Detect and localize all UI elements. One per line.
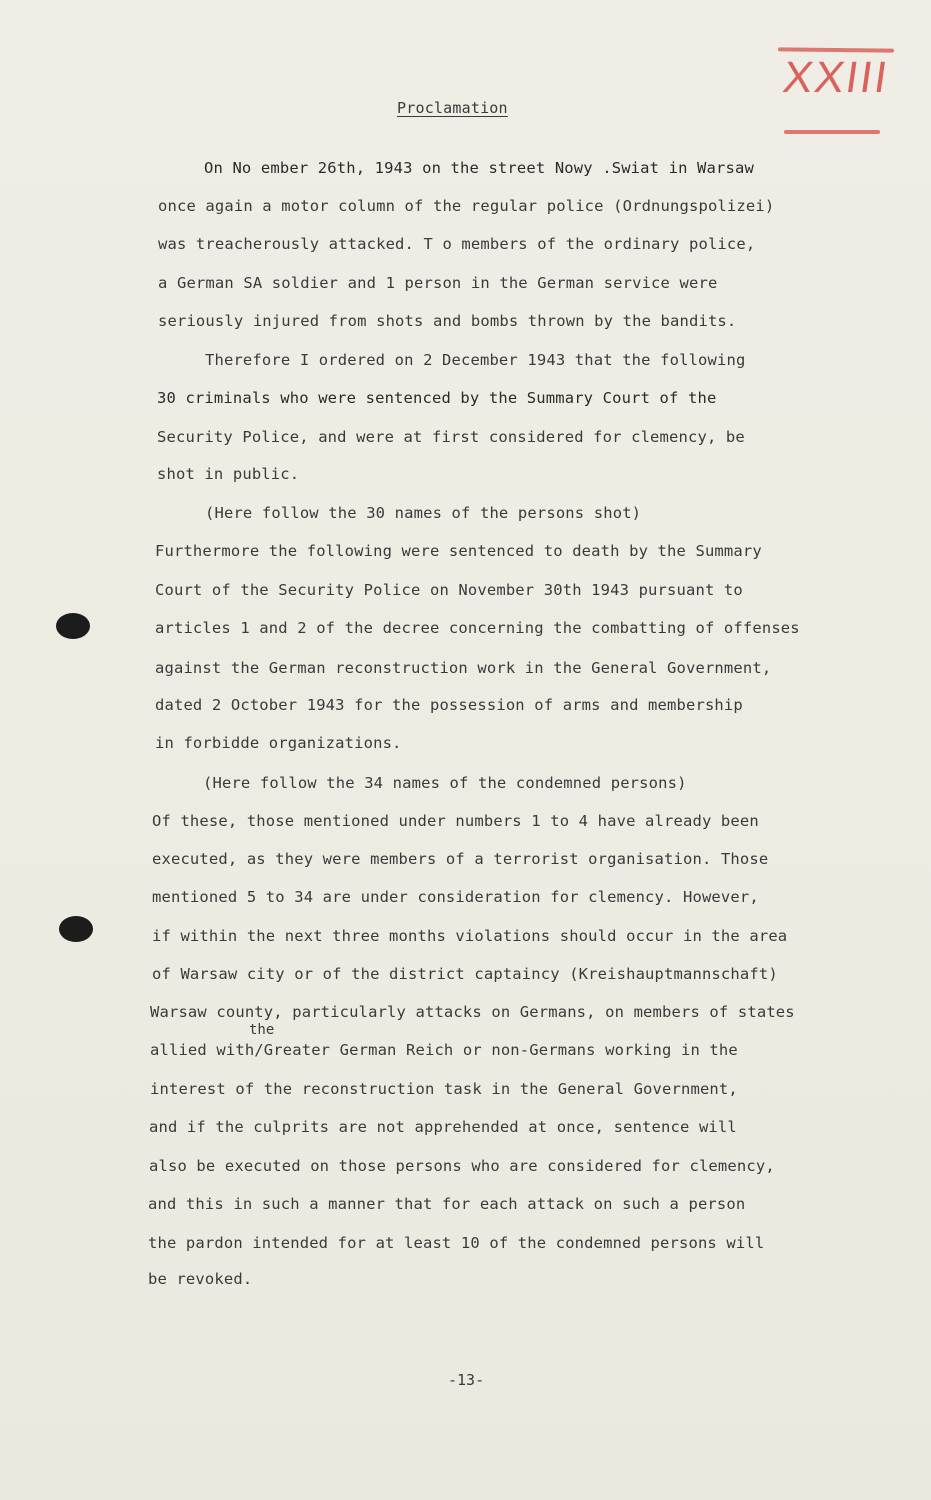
text-line: Furthermore the following were sentenced to death by the Summary bbox=[155, 542, 762, 560]
text-line: dated 2 October 1943 for the possession of arms and membership bbox=[155, 696, 743, 714]
text-line: 30 criminals who were sentenced by the Summary Court of the bbox=[157, 389, 717, 407]
text-line: (Here follow the 34 names of the condemned persons) bbox=[203, 774, 687, 792]
text-line: Of these, those mentioned under numbers 1 to 4 have already been bbox=[152, 812, 759, 830]
text-line: be revoked. bbox=[148, 1270, 253, 1288]
stamp-rule-top bbox=[778, 47, 894, 52]
page-number: -13- bbox=[448, 1371, 485, 1389]
text-line: allied with/Greater German Reich or non-Germans working in the bbox=[150, 1041, 738, 1059]
text-line: in forbidde organizations. bbox=[155, 734, 402, 752]
text-line: if within the next three months violations should occur in the area bbox=[152, 927, 788, 945]
text-line: mentioned 5 to 34 are under consideration for clemency. However, bbox=[152, 888, 759, 906]
text-line: (Here follow the 30 names of the persons shot) bbox=[205, 504, 642, 522]
text-line: interest of the reconstruction task in the General Government, bbox=[150, 1080, 738, 1098]
punch-hole-lower bbox=[59, 916, 93, 942]
document-title: Proclamation bbox=[397, 99, 508, 117]
text-line: the pardon intended for at least 10 of the condemned persons will bbox=[148, 1234, 765, 1252]
stamp-rule-bottom bbox=[784, 130, 880, 134]
text-line: Court of the Security Police on November 30th 1943 pursuant to bbox=[155, 581, 743, 599]
text-line: was treacherously attacked. T o members of the ordinary police, bbox=[158, 235, 756, 253]
text-line: Therefore I ordered on 2 December 1943 that the following bbox=[205, 351, 746, 369]
handwritten-insertion: the bbox=[249, 1022, 275, 1038]
text-line: shot in public. bbox=[157, 465, 300, 483]
text-line: a German SA soldier and 1 person in the German service were bbox=[158, 274, 718, 292]
punch-hole-upper bbox=[56, 613, 90, 639]
text-line: Security Police, and were at first considered for clemency, be bbox=[157, 428, 745, 446]
text-line: seriously injured from shots and bombs thrown by the bandits. bbox=[158, 312, 737, 330]
text-line: against the German reconstruction work in the General Government, bbox=[155, 659, 772, 677]
text-line: On No ember 26th, 1943 on the street Nowy .Swiat in Warsaw bbox=[204, 159, 754, 177]
text-line: once again a motor column of the regular police (Ordnungspolizei) bbox=[158, 197, 775, 215]
text-line: Warsaw county, particularly attacks on Germans, on members of states bbox=[150, 1003, 795, 1021]
text-line: articles 1 and 2 of the decree concerning the combatting of offenses bbox=[155, 619, 800, 637]
text-line: and this in such a manner that for each attack on such a person bbox=[148, 1195, 746, 1213]
stamp-numeral: XXIII bbox=[779, 53, 893, 102]
red-stamp bbox=[778, 48, 896, 134]
text-line: also be executed on those persons who are considered for clemency, bbox=[149, 1157, 775, 1175]
text-line: executed, as they were members of a terrorist organisation. Those bbox=[152, 850, 769, 868]
text-line: and if the culprits are not apprehended at once, sentence will bbox=[149, 1118, 737, 1136]
text-line: of Warsaw city or of the district captaincy (Kreishauptmannschaft) bbox=[152, 965, 778, 983]
